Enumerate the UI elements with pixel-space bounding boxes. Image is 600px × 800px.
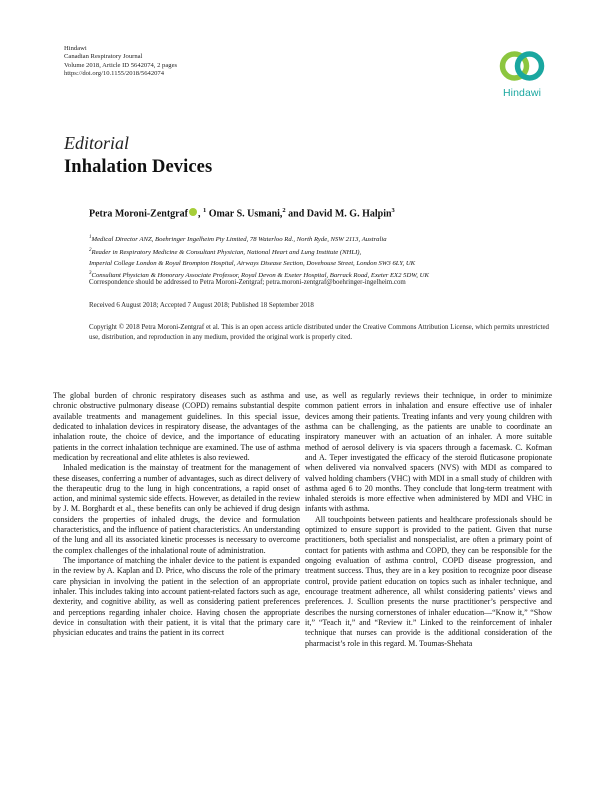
volume-info: Volume 2018, Article ID 5642074, 2 pages bbox=[64, 61, 178, 69]
doi-link[interactable]: https://doi.org/10.1155/2018/5642074 bbox=[64, 70, 165, 78]
hindawi-logo-mark bbox=[499, 45, 545, 87]
body-paragraph: All touchpoints between patients and healthcare professionals should be optimized to ensure support is provided to the patient. Given that nurse practitioners, both specialist and nonspecialist, are often a primary point of contact for patients with asthma and COPD, they can be responsible for the ongoing evaluation of asthma control, COPD disease progression, and treatment success. Thus, they are in a key position to recognize poor disease control, provide patient education on topics such as inhaler technique, and encourage treatment adherence, all whilst considering patients’ views and preferences. J. Scullion presents the nurse practitioner’s perspective and describes the nursing cornerstones of inhaler education—“Know it,” “Show it,” “Teach it,” and “Review it.” Linked to the reinforcement of inhaler technique that nurses can provide is the additional consideration of the pharmacist’s role in this regard. M. Toumas-Shehata bbox=[305, 514, 552, 648]
orcid-icon[interactable] bbox=[189, 208, 197, 216]
correspondence: Correspondence should be addressed to Petra Moroni-Zentgraf; petra.moroni-zentgraf@boehringer-ingelheim.com bbox=[89, 279, 406, 286]
body-column-left bbox=[53, 391, 300, 639]
author-affil-marker: 1 bbox=[202, 207, 207, 214]
affiliation-item: $^2$Reader in Respiratory Medicine & Consultant Physician, National Heart and Lung Institute (NHLI), bbox=[89, 247, 362, 257]
body-paragraph: The global burden of chronic respiratory diseases such as asthma and chronic obstructive pulmonary disease (COPD) remains substantial despite available treatments and management guidelines. In this special issue, dedicated to inhalation devices in respiratory disease, the advantages of the inhalation route, the choice of device, and the importance of educating patients in the correct inhalation technique are examined. The use of asthma medication by recreational and elite athletes is also reviewed. bbox=[53, 391, 300, 462]
author-affil-marker: 2 bbox=[282, 207, 286, 214]
affiliation-item-cont: Imperial College London & Royal Brompton Hospital, Airways Disease Section, Dovehouse Street, London SW3 6LY, UK bbox=[89, 259, 416, 267]
author-list bbox=[89, 207, 395, 219]
author-sep: , bbox=[197, 208, 203, 220]
logo-wordmark: Hindawi bbox=[502, 87, 542, 99]
journal-name: Canadian Respiratory Journal bbox=[64, 53, 143, 61]
body-paragraph: Inhaled medication is the mainstay of treatment for the management of these diseases, conferring a number of advantages, such as direct delivery of the therapeutic drug to the lung in high concentrations, a rapid onset of action, and minimal systemic side effects. However, as detailed in the review by J. M. Borghardt et al., these benefits can only be achieved if drug design considers the properties of inhaled drugs, the device and formulation characteristics, and the influence of patient characteristics. An understanding of the lung and all its associated kinetic processes is necessary to overcome the complex challenges of the inhalational route of administration. bbox=[53, 463, 300, 555]
body-paragraph: The importance of matching the inhaler device to the patient is expanded in the review by A. Kaplan and D. Price, who discuss the role of the primary care physician in involving the patient in the selection of an appropriate inhaler. This includes taking into account patient-related factors such as age, dexterity, and cognitive ability, as well as considering patient preferences and perceptions regarding inhaler choice. Having chosen the appropriate device in consultation with their patient, it is vital that the primary care physician educates and trains the patient in its correct bbox=[53, 556, 300, 638]
article-title: Inhalation Devices bbox=[64, 157, 213, 177]
body-paragraph: use, as well as regularly reviews their technique, in order to minimize common patient errors in inhalation and ensure effective use of inhaler devices among their patients. Treating infants and very young children with asthma can be challenging, as the patients are unable to coordinate an inspiratory maneuver with an actuation of an inhaler. A more suitable method of aerosol delivery is via spacers through a facemask. C. Kofman and A. Teper investigated the efficacy of the steroid fluticasone propionate when delivered via nonvalved spacers (NVS) with MDI as compared to valved holding chambers (VHC) with MDI in a small study of children with asthma aged 6 to 20 months. They conclude that long-term treatment with inhaled steroids is more effective when administered by MDI and VHC in infants with asthma. bbox=[305, 391, 552, 514]
affiliation-item: $^1$Medical Director ANZ, Boehringer Ingelheim Pty Limited, 78 Waterloo Rd., North Ryde, NSW 2113, Australia bbox=[89, 235, 387, 244]
publisher-name: Hindawi bbox=[64, 45, 87, 52]
author-name: David M. G. Halpin bbox=[306, 208, 392, 220]
body-column-right bbox=[305, 391, 552, 649]
affiliations bbox=[89, 233, 549, 282]
article-dates: Received 6 August 2018; Accepted 7 August 2018; Published 18 September 2018 bbox=[89, 302, 314, 309]
journal-info bbox=[64, 45, 177, 79]
author-affil-marker: 3 bbox=[391, 207, 395, 214]
article-type: Editorial bbox=[64, 133, 130, 153]
author-sep: and bbox=[285, 208, 307, 220]
author-name: Petra Moroni-Zentgraf bbox=[89, 208, 188, 220]
author-name: Omar S. Usmani, bbox=[208, 208, 283, 220]
hindawi-logo bbox=[499, 45, 545, 101]
copyright-notice: Copyright © 2018 Petra Moroni-Zentgraf et al. This is an open access article distributed under the Creative Commons Attribution License, which permits unrestricted use, distribution, and reproduction in any medium, provided the original work is properly cited. bbox=[89, 324, 549, 342]
affiliation-item: $^3$Consultant Physician & Honorary Associate Professor, Royal Devon & Exeter Hospital, Barrack Road, Exeter EX2 5DW, UK bbox=[89, 271, 429, 280]
